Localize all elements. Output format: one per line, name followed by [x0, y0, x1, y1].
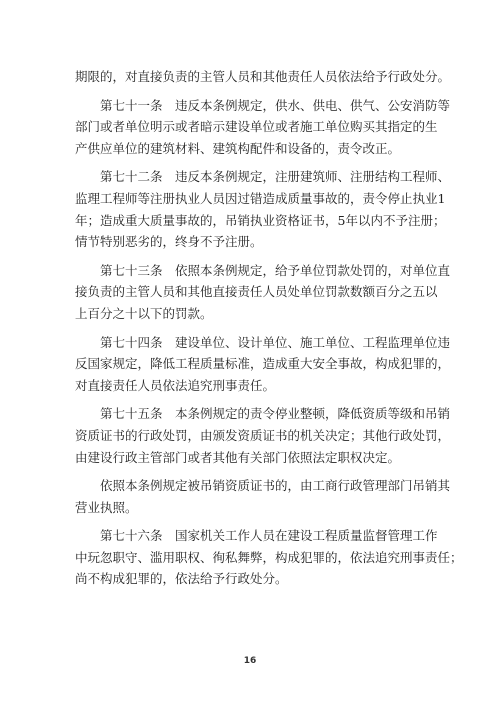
text-line: 尚不构成犯罪的，依法给予行政处分。	[75, 571, 288, 587]
paragraph-article-74	[75, 332, 451, 397]
text-line: 上百分之十以下的罚款。	[75, 305, 213, 321]
paragraph-article-71	[75, 95, 451, 160]
text-line: 第七十五条 本条例规定的责令停业整顿，降低资质等级和吊销	[100, 406, 451, 422]
paragraph-continuation	[75, 66, 451, 88]
paragraph-article-75	[75, 403, 451, 468]
text-line: 依照本条例规定被吊销资质证书的，由工商行政管理部门吊销其	[100, 478, 451, 494]
text-line: 接负责的主管人员和其他直接责任人员处单位罚款数额百分之五以	[75, 284, 438, 300]
text-line: 产供应单位的建筑材料、建筑构配件和设备的，责令改正。	[75, 140, 401, 156]
text-line: 部门或者单位明示或者暗示建设单位或者施工单位购买其指定的生	[75, 119, 438, 135]
text-line: 年；造成重大质量事故的，吊销执业资格证书，5年以内不予注册；	[75, 212, 446, 228]
text-line: 中玩忽职守、滥用职权、徇私舞弊，构成犯罪的，依法追究刑事责任；	[75, 549, 463, 565]
text-line: 营业执照。	[75, 499, 138, 515]
text-line: 第七十一条 违反本条例规定，供水、供电、供气、公安消防等	[100, 97, 451, 113]
text-line: 监理工程师等注册执业人员因过错造成质量事故的，责令停止执业1	[75, 190, 446, 206]
text-line: 由建设行政主管部门或者其他有关部门依照法定职权决定。	[75, 449, 401, 465]
paragraph-article-76	[75, 525, 463, 590]
text-line: 第七十三条 依照本条例规定，给予单位罚款处罚的，对单位直	[100, 262, 451, 278]
text-line: 第七十二条 违反本条例规定，注册建筑师、注册结构工程师、	[100, 169, 451, 185]
page-number: 16	[243, 656, 257, 666]
document-body	[75, 66, 463, 597]
text-line: 资质证书的行政处罚，由颁发资质证书的机关决定；其他行政处罚，	[75, 427, 451, 443]
text-line: 对直接责任人员依法追究刑事责任。	[75, 377, 276, 393]
paragraph-article-75-b	[75, 475, 451, 518]
text-line: 期限的，对直接负责的主管人员和其他责任人员依法给予行政处分。	[75, 69, 451, 84]
text-line: 反国家规定，降低工程质量标准，造成重大安全事故，构成犯罪的，	[75, 356, 451, 372]
paragraph-article-73	[75, 260, 451, 325]
paragraph-article-72	[75, 166, 451, 252]
text-line: 第七十六条 国家机关工作人员在建设工程质量监督管理工作	[100, 528, 438, 544]
text-line: 第七十四条 建设单位、设计单位、施工单位、工程监理单位违	[100, 334, 451, 350]
text-line: 情节特别恶劣的，终身不予注册。	[75, 234, 263, 250]
